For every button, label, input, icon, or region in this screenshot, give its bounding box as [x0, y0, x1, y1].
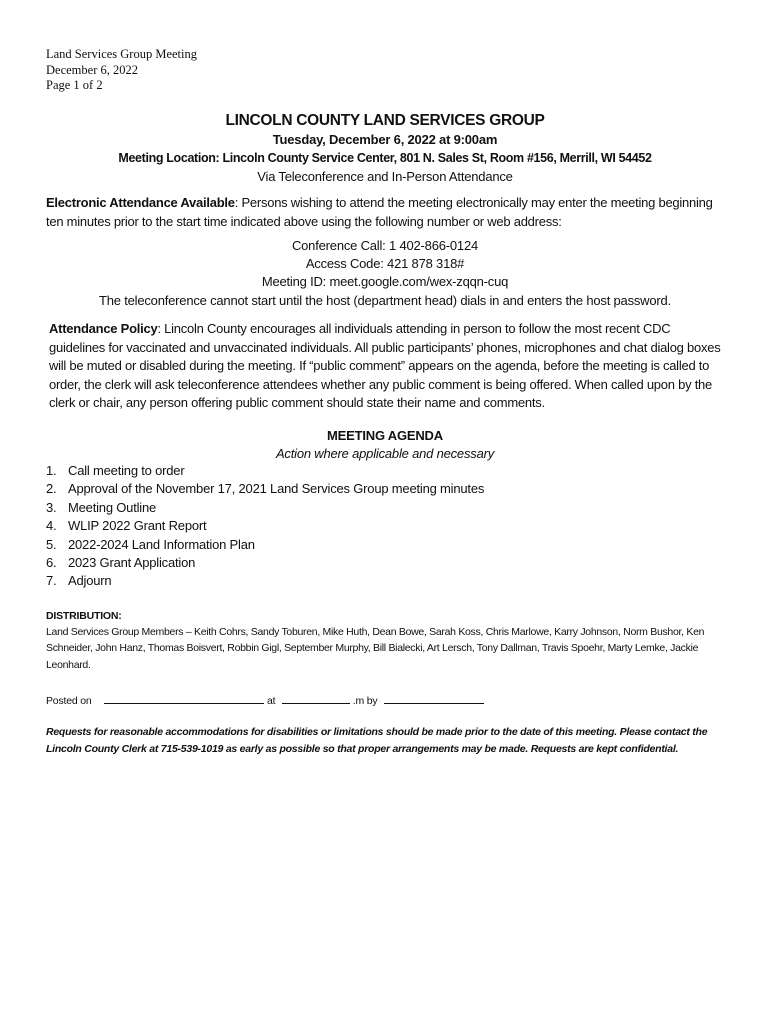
posted-by-label: .m by — [352, 695, 378, 707]
agenda-item-text: Meeting Outline — [68, 499, 157, 515]
agenda-heading: MEETING AGENDA — [327, 428, 443, 443]
posted-by-blank — [384, 694, 484, 704]
page-header — [46, 47, 197, 94]
agenda-item-text: Call meeting to order — [68, 463, 185, 478]
agenda-item-number: 2. — [46, 481, 57, 497]
agenda-item-text: Approval of the November 17, 2021 Land Services Group meeting minutes — [68, 481, 485, 497]
meeting-location: Meeting Location: Lincoln County Service Center, 801 N. Sales St, Room #156, Merrill, WI 54452 — [118, 151, 652, 165]
agenda-item — [46, 517, 484, 535]
agenda-item-number: 7. — [46, 573, 57, 589]
agenda-item-number: 3. — [46, 499, 57, 515]
posted-time-blank — [282, 694, 350, 704]
document-title: LINCOLN COUNTY LAND SERVICES GROUP — [225, 112, 545, 129]
attendance-policy-paragraph — [49, 320, 727, 413]
agenda-item-text: 2022-2024 Land Information Plan — [68, 536, 255, 552]
conference-call-number: Conference Call: 1 402-866-0124 — [291, 238, 479, 253]
posted-date-blank — [104, 694, 264, 704]
electronic-attendance-text: : Persons wishing to attend the meeting electronically may enter the meeting beginning ten minutes prior to the start time indicated above using the following number or web address: — [46, 195, 713, 229]
electronic-attendance-paragraph — [46, 194, 726, 231]
agenda-item — [46, 499, 484, 517]
agenda-item — [46, 462, 484, 480]
agenda-item-text: Adjourn — [68, 573, 112, 589]
posted-at-label: at — [266, 695, 276, 707]
agenda-item-text: WLIP 2022 Grant Report — [68, 518, 207, 534]
posted-line — [46, 694, 484, 707]
agenda-item — [46, 554, 484, 572]
conference-meeting-id: Meeting ID: meet.google.com/wex-zqqn-cuq — [261, 274, 509, 289]
posted-label: Posted on — [46, 695, 92, 707]
agenda-item-number: 5. — [46, 536, 57, 552]
accommodation-notice: Requests for reasonable accommodations for disabilities or limitations should be made prior to the date of this meeting. Please contact the Lincoln County Clerk at 715-539-1019 as early as possible so that proper arrangements may be made. Requests are kept confidential. — [46, 726, 708, 755]
distribution-list: Land Services Group Members – Keith Cohrs, Sandy Toburen, Mike Huth, Dean Bowe, Sarah Koss, Chris Marlowe, Karry Johnson, Norm Bushor, Ken Schneider, John Hanz, Thomas Boisvert, Robbin Gigl, September Murphy, Bill Bialecki, Art Lersch, Tony Dallman, Travis Spoehr, Marty Lemke, Jackie Leonhard. — [46, 626, 705, 671]
agenda-item-number: 1. — [46, 463, 57, 478]
agenda-list — [46, 462, 484, 591]
header-page-number: Page 1 of 2 — [46, 78, 103, 92]
agenda-item — [46, 572, 484, 590]
agenda-item-number: 4. — [46, 518, 57, 534]
conference-access-code: Access Code: 421 878 318# — [305, 256, 465, 271]
attendance-policy-text: : Lincoln County encourages all individuals attending in person to follow the most recent CDC guidelines for vaccinated and unvaccinated individuals. All public participants’ phones, microphones and chat dialog boxes will be muted or disabled during the meeting. If “public comment” appears on the agenda, before the meeting is called to order, the clerk will ask teleconference attendees whether any public comment is being offered. When called upon by the clerk or chair, any person offering public comment should state their name and comments. — [49, 321, 721, 410]
conference-host-note: The teleconference cannot start until the host (department head) dials in and enters the host password. — [99, 293, 671, 308]
header-meeting-name: Land Services Group Meeting — [46, 47, 198, 61]
meeting-datetime: Tuesday, December 6, 2022 at 9:00am — [272, 132, 498, 147]
header-date: December 6, 2022 — [46, 62, 138, 77]
agenda-item-number: 6. — [46, 554, 57, 570]
distribution-heading: DISTRIBUTION: — [46, 610, 122, 622]
attendance-policy-label: Attendance Policy — [49, 321, 158, 336]
meeting-mode: Via Teleconference and In-Person Attendance — [257, 169, 513, 184]
electronic-attendance-label: Electronic Attendance Available — [46, 195, 235, 210]
agenda-item — [46, 536, 484, 554]
agenda-item-text: 2023 Grant Application — [68, 554, 196, 570]
agenda-item — [46, 480, 484, 498]
agenda-subheading: Action where applicable and necessary — [275, 446, 495, 461]
